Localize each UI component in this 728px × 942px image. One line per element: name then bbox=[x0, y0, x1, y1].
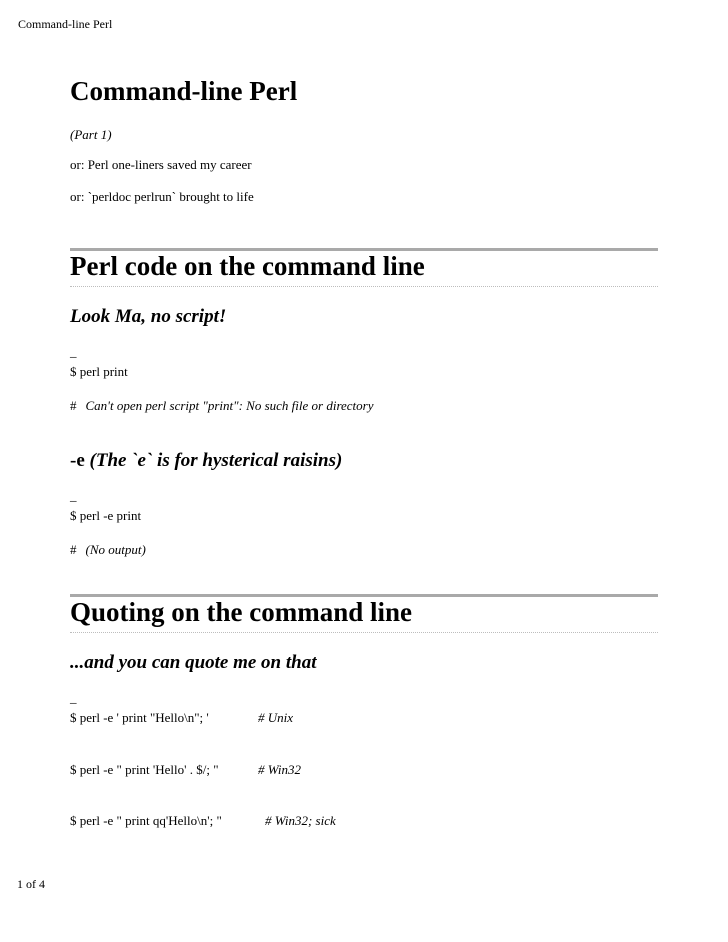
section-heading: Quoting on the command line bbox=[70, 597, 413, 627]
code-comment: # Win32 bbox=[258, 762, 301, 777]
code-command: $ perl print bbox=[70, 364, 128, 379]
comment-hash: # bbox=[70, 542, 77, 557]
code-comment: # Win32; sick bbox=[265, 813, 336, 828]
section-subheading: ...and you can quote me on that bbox=[70, 652, 317, 673]
comment-text: (No output) bbox=[85, 542, 146, 557]
part-label: (Part 1) bbox=[70, 127, 112, 142]
flag-label: -e bbox=[70, 450, 85, 471]
code-marker: _ bbox=[70, 344, 77, 359]
code-marker: _ bbox=[70, 690, 77, 705]
code-command: $ perl -e " print qq'Hello\n'; " bbox=[70, 813, 222, 828]
page-indicator: 1 of 4 bbox=[17, 877, 45, 891]
code-command: $ perl -e ' print "Hello\n"; ' bbox=[70, 710, 209, 725]
code-command: $ perl -e print bbox=[70, 508, 142, 523]
code-command: $ perl -e " print 'Hello' . $/; " bbox=[70, 762, 219, 777]
code-comment bbox=[70, 542, 146, 558]
section-heading: Perl code on the command line bbox=[70, 251, 425, 281]
heading-underline bbox=[70, 632, 658, 633]
heading-underline bbox=[70, 286, 658, 287]
running-header: Command-line Perl bbox=[18, 17, 113, 31]
comment-text: Can't open perl script "print": No such file or directory bbox=[85, 398, 374, 413]
code-comment: # Unix bbox=[258, 710, 294, 725]
alt-title-1: or: Perl one-liners saved my career bbox=[70, 157, 252, 172]
comment-hash: # bbox=[70, 398, 77, 413]
code-comment bbox=[70, 398, 374, 414]
subsection-heading bbox=[70, 450, 342, 472]
alt-title-2: or: `perldoc perlrun` brought to life bbox=[70, 189, 254, 204]
flag-note: (The `e` is for hysterical raisins) bbox=[89, 450, 343, 471]
code-marker: _ bbox=[70, 488, 77, 503]
section-subheading: Look Ma, no script! bbox=[70, 306, 227, 327]
document-title: Command-line Perl bbox=[70, 76, 298, 106]
